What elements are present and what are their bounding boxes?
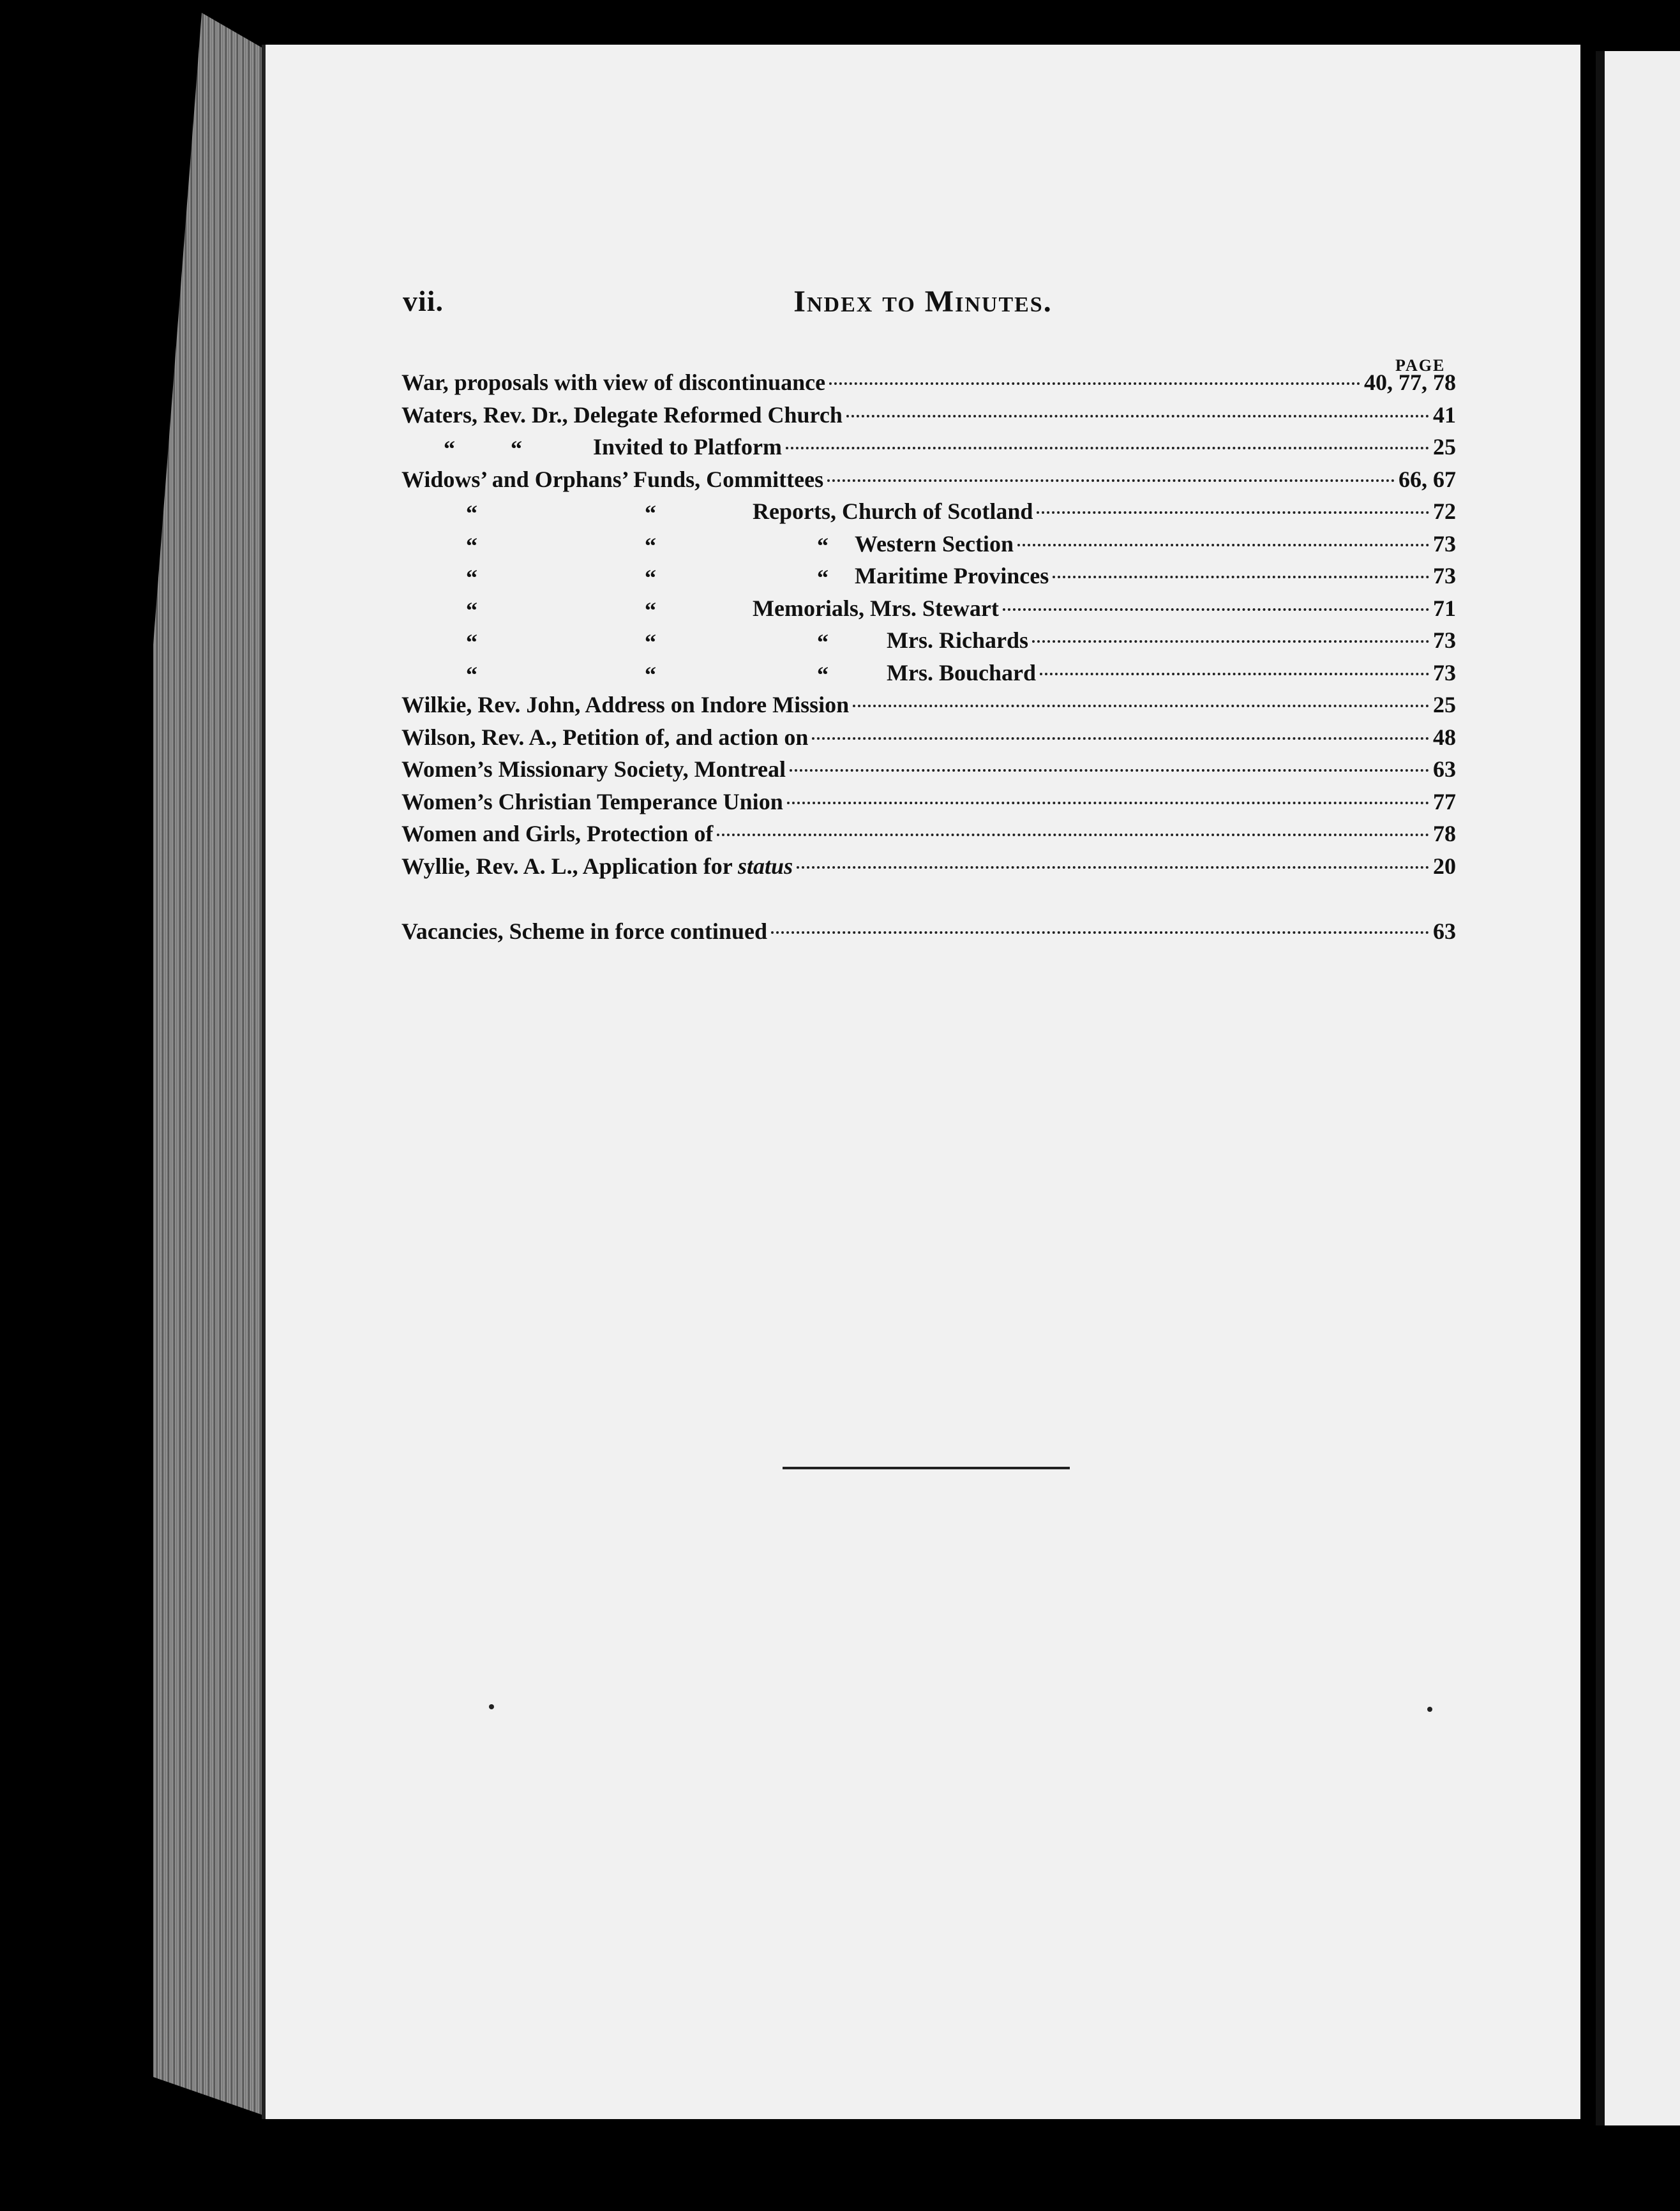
dot-leader	[797, 866, 1429, 869]
entry-text: Reports, Church of Scotland	[753, 498, 1033, 524]
ditto-mark: “	[444, 436, 455, 461]
ditto-mark: “	[511, 436, 522, 461]
entry-page-number: 71	[1433, 595, 1456, 621]
index-entry	[401, 659, 1456, 692]
entry-text: Wilkie, Rev. John, Address on Indore Mission	[401, 692, 850, 717]
index-entry	[401, 691, 1456, 724]
entry-page-number: 73	[1433, 627, 1456, 653]
dot-leader	[786, 447, 1429, 449]
ditto-mark: “	[466, 597, 477, 623]
entry-text: Vacancies, Scheme in force continued	[401, 918, 767, 944]
ditto-mark: “	[645, 629, 656, 655]
ditto-mark: “	[466, 500, 477, 526]
entry-heading	[401, 595, 999, 622]
book-page	[262, 45, 1580, 2119]
dot-leader	[1003, 608, 1429, 611]
page-column-label: PAGE	[1395, 356, 1446, 375]
entry-text: Mrs. Richards	[887, 627, 1028, 653]
index-entry	[401, 918, 1456, 950]
entry-page-number: 63	[1433, 918, 1456, 944]
entry-heading	[401, 756, 786, 783]
page-title: Index to Minutes.	[793, 285, 1053, 319]
ditto-mark: “	[466, 565, 477, 590]
entry-page-number: 40, 77, 78	[1364, 370, 1456, 395]
ditto-mark: “	[817, 532, 829, 558]
ditto-mark: “	[817, 661, 829, 687]
print-speck	[489, 1704, 494, 1709]
entry-heading	[401, 724, 808, 751]
index-entry	[401, 853, 1456, 885]
index-entry	[401, 627, 1456, 659]
index-entry	[401, 369, 1456, 401]
entry-heading	[401, 820, 713, 847]
dot-leader	[1032, 640, 1429, 643]
ditto-mark: “	[645, 661, 656, 687]
index-entry	[401, 433, 1456, 466]
closing-rule	[783, 1467, 1070, 1469]
entry-heading	[401, 918, 767, 945]
index-entry	[401, 788, 1456, 821]
entry-heading	[401, 369, 825, 396]
entry-text: War, proposals with view of discontinuance	[401, 370, 826, 395]
entry-page-number: 78	[1433, 821, 1456, 846]
entry-page-number: 73	[1433, 563, 1456, 588]
index-entry	[401, 724, 1456, 756]
entry-page-number: 73	[1433, 530, 1456, 557]
index-entry	[401, 595, 1456, 627]
entry-heading	[401, 853, 793, 880]
dot-leader	[787, 802, 1429, 804]
ditto-mark: “	[466, 532, 477, 558]
entry-text: Wyllie, Rev. A. L., Application for	[401, 853, 739, 879]
entry-heading	[401, 433, 782, 460]
ditto-mark: “	[466, 629, 477, 655]
dot-leader	[790, 769, 1429, 772]
entry-page-number: 63	[1433, 756, 1456, 782]
entry-page-number: 48	[1433, 724, 1456, 750]
dot-leader	[846, 415, 1429, 417]
index-list	[401, 369, 1456, 950]
entry-text: Western Section	[855, 530, 1014, 557]
entry-heading	[401, 498, 1033, 525]
entry-heading	[401, 627, 1028, 654]
entry-text: Women’s Christian Temperance Union	[401, 788, 783, 814]
running-head	[266, 284, 1580, 322]
index-entry	[401, 498, 1456, 530]
entry-page-number: 25	[1433, 692, 1456, 717]
book-page-edges	[153, 13, 274, 2119]
entry-page-number: 41	[1433, 401, 1456, 428]
index-entry	[401, 562, 1456, 595]
entry-text: Women’s Missionary Society, Montreal	[401, 756, 786, 782]
entry-heading	[401, 530, 1014, 557]
dot-leader	[771, 931, 1429, 934]
ditto-mark: “	[466, 661, 477, 687]
entry-text: Memorials, Mrs. Stewart	[753, 595, 999, 621]
dot-leader	[853, 705, 1429, 707]
dot-leader	[717, 834, 1429, 836]
ditto-mark: “	[645, 597, 656, 623]
entry-heading	[401, 691, 849, 718]
entry-text: Mrs. Bouchard	[887, 659, 1036, 686]
entry-text: Waters, Rev. Dr., Delegate Reformed Church	[401, 401, 843, 428]
ditto-mark: “	[645, 565, 656, 590]
page-folio: vii.	[403, 285, 444, 317]
entry-italic-text: status	[738, 853, 793, 879]
dot-leader	[1037, 511, 1429, 514]
facing-page-edge	[1596, 51, 1680, 2125]
entry-heading	[401, 788, 783, 815]
ditto-mark: “	[817, 629, 829, 655]
entry-page-number: 66, 67	[1399, 466, 1456, 492]
dot-leader	[1017, 544, 1429, 546]
entry-text: Widows’ and Orphans’ Funds, Committees	[401, 466, 824, 492]
entry-page-number: 77	[1433, 788, 1456, 814]
entry-page-number: 20	[1433, 853, 1456, 879]
entry-heading	[401, 562, 1049, 589]
entry-page-number: 25	[1433, 434, 1456, 460]
print-speck	[1427, 1707, 1432, 1712]
entry-page-number: 72	[1433, 498, 1456, 524]
index-entry	[401, 401, 1456, 434]
ditto-mark: “	[817, 565, 829, 590]
dot-leader	[829, 382, 1360, 385]
entry-heading	[401, 401, 843, 428]
index-entry	[401, 756, 1456, 788]
ditto-mark: “	[645, 500, 656, 526]
section-gap	[401, 885, 1456, 918]
dot-leader	[827, 479, 1395, 482]
dot-leader	[1053, 576, 1429, 578]
entry-text: Wilson, Rev. A., Petition of, and action on	[401, 724, 809, 750]
index-entry	[401, 530, 1456, 563]
entry-heading	[401, 466, 823, 493]
entry-heading	[401, 659, 1036, 686]
entry-text: Invited to Platform	[593, 434, 782, 460]
entry-text: Women and Girls, Protection of	[401, 821, 714, 846]
dot-leader	[812, 737, 1429, 740]
ditto-mark: “	[645, 532, 656, 558]
index-entry	[401, 466, 1456, 498]
dot-leader	[1040, 673, 1429, 675]
entry-page-number: 73	[1433, 659, 1456, 686]
entry-text: Maritime Provinces	[855, 563, 1049, 588]
index-entry	[401, 820, 1456, 853]
